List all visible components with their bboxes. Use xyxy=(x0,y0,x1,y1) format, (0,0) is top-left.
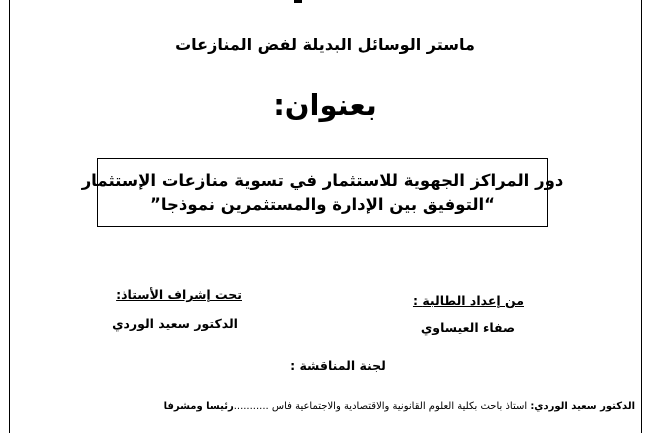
committee-title: لجنة المناقشة : xyxy=(290,358,386,373)
page-border-left xyxy=(9,0,10,433)
supervisor-label: تحت إشراف الأستاذ: xyxy=(116,287,242,302)
member-name: الدكتور سعيد الوردي: xyxy=(530,401,635,412)
student-label: من إعداد الطالبة xyxy=(422,293,524,308)
thesis-title-line-2: “التوفيق بين الإدارة والمستثمرين نموذجا” xyxy=(149,194,496,214)
member-dots: ........... xyxy=(233,401,272,412)
student-label-suffix: : xyxy=(412,293,423,308)
supervisor-name: الدكتور سعيد الوردي xyxy=(112,316,238,331)
top-mark xyxy=(294,0,302,3)
committee-member-row xyxy=(112,401,635,412)
member-role: رئيسا ومشرفا xyxy=(163,401,234,412)
member-description: استاذ باحث بكلية العلوم القانونية والاقتصادية والاجتماعية فاس xyxy=(271,401,531,412)
program-name: ماستر الوسائل البديلة لفض المنازعات xyxy=(175,35,475,54)
student-name: صفاء العيساوي xyxy=(420,320,516,335)
heading-label: بعنوان: xyxy=(273,88,377,122)
page-border-right xyxy=(641,0,642,433)
thesis-title-line-1: دور المراكز الجهوية للاستثمار في تسوية منازعات الإستثمار xyxy=(81,170,564,190)
thesis-title-box xyxy=(81,158,564,227)
student-label-row xyxy=(400,293,524,308)
